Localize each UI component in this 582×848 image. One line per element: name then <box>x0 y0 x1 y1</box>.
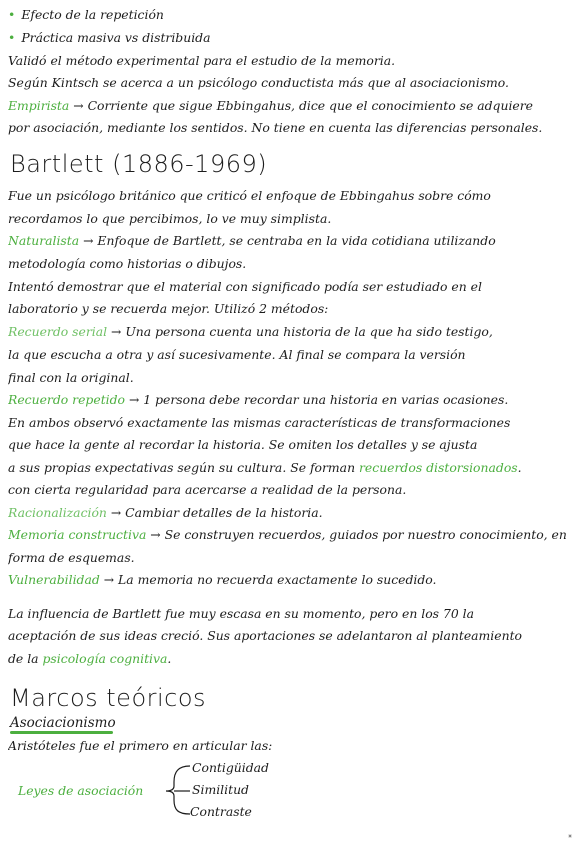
text-line: Racionalización → Cambiar detalles de la historia. <box>8 505 323 520</box>
text-line: Empirista → Corriente que sigue Ebbingahus, dice que el conocimiento se adquiere <box>8 98 534 113</box>
bullet-item: • Práctica masiva vs distribuida <box>8 30 211 45</box>
text-line: metodología como historias o dibujos. <box>8 256 247 271</box>
text-line: Aristóteles fue el primero en articular las: <box>8 738 273 753</box>
diagram-root: Leyes de asociación <box>18 783 144 798</box>
text-line: Recuerdo repetido → 1 persona debe recordar una historia en varias ocasiones. <box>8 392 509 407</box>
text-line: Memoria constructiva → Se construyen recuerdos, guiados por nuestro conocimiento, en <box>8 527 567 542</box>
diagram-branch: Contraste <box>190 804 252 819</box>
term-recuerdo-serial: Recuerdo serial <box>8 324 108 339</box>
diagram-branch: Contigüidad <box>192 760 269 775</box>
term-recuerdo-repetido: Recuerdo repetido <box>8 392 126 407</box>
heading-marcos-teoricos: Marcos teóricos <box>10 684 207 712</box>
text-line: de la psicología cognitiva. <box>8 651 172 666</box>
term-vulnerabilidad: Vulnerabilidad <box>8 572 100 587</box>
heading-bartlett: Bartlett (1886-1969) <box>10 150 268 178</box>
text-line: con cierta regularidad para acercarse a realidad de la persona. <box>8 482 407 497</box>
text-line: Fue un psicólogo británico que criticó el enfoque de Ebbingahus sobre cómo <box>8 188 491 203</box>
text-line: final con la original. <box>8 370 134 385</box>
scanner-watermark: ▣ <box>568 833 572 838</box>
text-line: la que escucha a otra y así sucesivamente. Al final se compara la versión <box>8 347 466 362</box>
text-line: Validó el método experimental para el estudio de la memoria. <box>8 53 396 68</box>
text-line: laboratorio y se recuerda mejor. Utilizó 2 métodos: <box>8 301 329 316</box>
text-line: Naturalista → Enfoque de Bartlett, se centraba en la vida cotidiana utilizando <box>8 233 496 248</box>
subheading-underline <box>10 731 113 734</box>
text-line: a sus propias expectativas según su cultura. Se forman recuerdos distorsionados. <box>8 460 522 475</box>
text-line: La influencia de Bartlett fue muy escasa en su momento, pero en los 70 la <box>8 606 475 621</box>
text-line: Recuerdo serial → Una persona cuenta una historia de la que ha sido testigo, <box>8 324 493 339</box>
text-line: aceptación de sus ideas creció. Sus aportaciones se adelantaron al planteamiento <box>8 628 523 643</box>
term-naturalista: Naturalista <box>8 233 80 248</box>
text-line: Intentó demostrar que el material con significado podía ser estudiado en el <box>8 279 482 294</box>
text-line: que hace la gente al recordar la historia. Se omiten los detalles y se ajusta <box>8 437 478 452</box>
text-line: En ambos observó exactamente las mismas características de transformaciones <box>8 415 511 430</box>
text-line: por asociación, mediante los sentidos. No tiene en cuenta las diferencias personales. <box>8 120 543 135</box>
subheading-asociacionismo: Asociacionismo <box>10 715 116 731</box>
term-memoria-constructiva: Memoria constructiva <box>8 527 147 542</box>
term-racionalizacion: Racionalización <box>8 505 107 520</box>
bullet-item: • Efecto de la repetición <box>8 7 164 22</box>
text-line: Según Kintsch se acerca a un psicólogo conductista más que al asociacionismo. <box>8 75 509 90</box>
term-recuerdos-distorsionados: recuerdos distorsionados <box>359 460 518 475</box>
text-line: Vulnerabilidad → La memoria no recuerda exactamente lo sucedido. <box>8 572 437 587</box>
term-empirista: Empirista <box>8 98 70 113</box>
diagram-branch: Similitud <box>192 782 249 797</box>
term-psicologia-cognitiva: psicología cognitiva <box>42 651 168 666</box>
text-line: forma de esquemas. <box>8 550 135 565</box>
text-line: recordamos lo que percibimos, lo ve muy simplista. <box>8 211 332 226</box>
